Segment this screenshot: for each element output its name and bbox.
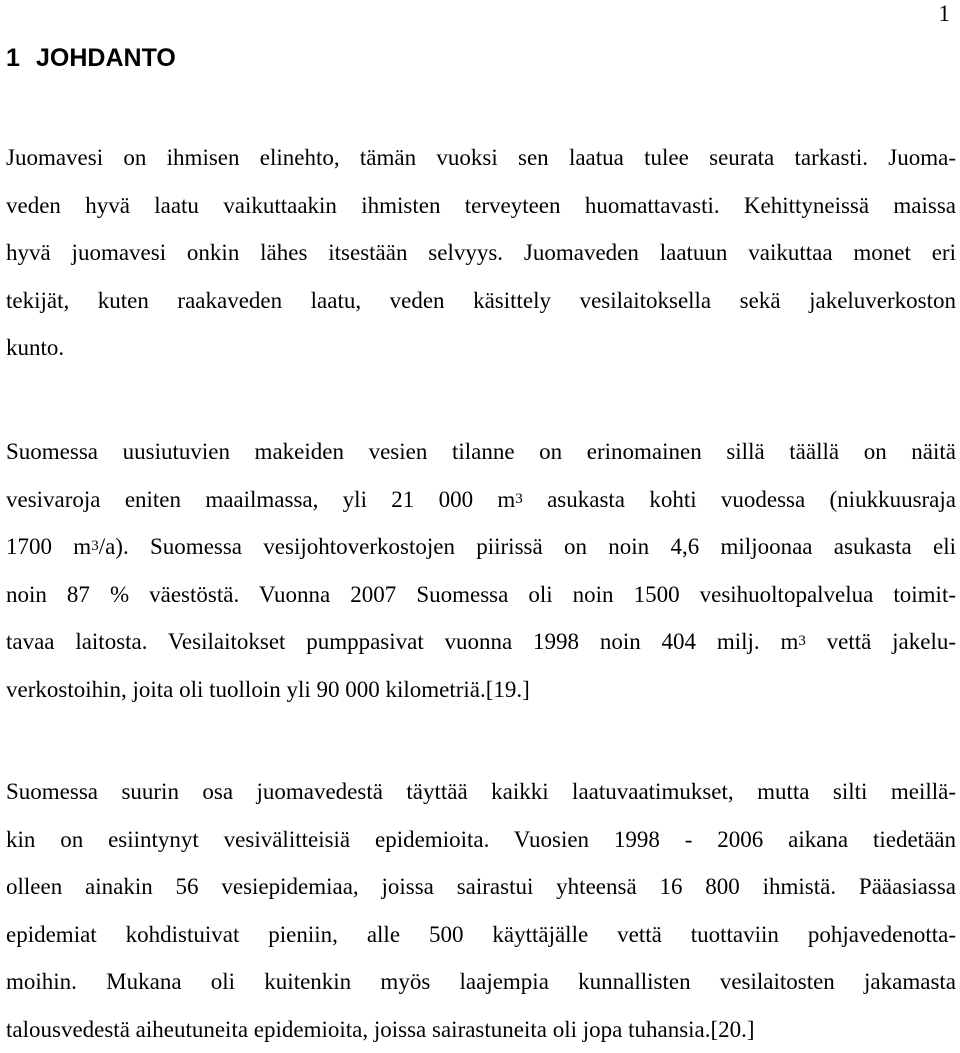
paragraph-line: tekijät, kuten raakaveden laatu, veden käsittely vesilaitoksella sekä jakeluverkoston — [6, 277, 956, 325]
paragraph-line — [6, 618, 956, 666]
superscript: 3 — [91, 538, 99, 554]
chapter-number: 1 — [6, 43, 36, 73]
paragraph-line: kin on esiintynyt vesivälitteisiä epidemioita. Vuosien 1998 - 2006 aikana tiedetään — [6, 816, 956, 864]
paragraph-line: veden hyvä laatu vaikuttaakin ihmisten terveyteen huomattavasti. Kehittyneissä maissa — [6, 182, 956, 230]
paragraph-line: Juomavesi on ihmisen elinehto, tämän vuoksi sen laatua tulee seurata tarkasti. Juoma- — [6, 134, 956, 182]
paragraph-intro — [6, 134, 956, 372]
paragraph-line — [6, 476, 956, 524]
paragraph-line: kunto. — [6, 324, 956, 372]
text-segment: 1700 m — [6, 534, 91, 559]
paragraph-line: moihin. Mukana oli kuitenkin myös laajempia kunnallisten vesilaitosten jakamasta — [6, 958, 956, 1006]
paragraph-line: verkostoihin, joita oli tuolloin yli 90 000 kilometriä.[19.] — [6, 666, 956, 714]
superscript: 3 — [798, 633, 806, 649]
text-segment: vesivaroja eniten maailmassa, yli 21 000 m — [6, 487, 515, 512]
paragraph-line: Suomessa uusiutuvien makeiden vesien tilanne on erinomainen sillä täällä on näitä — [6, 428, 956, 476]
page-number: 1 — [939, 2, 951, 25]
paragraph-line: epidemiat kohdistuivat pieniin, alle 500 käyttäjälle vettä tuottaviin pohjavedenotta- — [6, 911, 956, 959]
text-segment: asukasta kohti vuodessa (niukkuusraja — [523, 487, 956, 512]
paragraph-line: Suomessa suurin osa juomavedestä täyttää kaikki laatuvaatimukset, mutta silti meillä- — [6, 768, 956, 816]
paragraph-line: hyvä juomavesi onkin lähes itsestään selvyys. Juomaveden laatuun vaikuttaa monet eri — [6, 229, 956, 277]
superscript: 3 — [515, 491, 523, 507]
paragraph-water-resources — [6, 428, 956, 713]
paragraph-line: olleen ainakin 56 vesiepidemiaa, joissa sairastui yhteensä 16 800 ihmistä. Pääasiassa — [6, 863, 956, 911]
chapter-title: JOHDANTO — [36, 44, 176, 72]
chapter-heading — [6, 43, 176, 73]
paragraph-line: talousvedestä aiheutuneita epidemioita, joissa sairastuneita oli jopa tuhansia.[20.] — [6, 1006, 956, 1053]
text-segment: /a). Suomessa vesijohtoverkostojen piirissä on noin 4,6 miljoonaa asukasta eli — [99, 534, 956, 559]
text-segment: tavaa laitosta. Vesilaitokset pumppasivat vuonna 1998 noin 404 milj. m — [6, 629, 798, 654]
paragraph-line — [6, 523, 956, 571]
paragraph-epidemics — [6, 768, 956, 1053]
text-segment: vettä jakelu- — [806, 629, 956, 654]
paragraph-line: noin 87 % väestöstä. Vuonna 2007 Suomessa oli noin 1500 vesihuoltopalvelua toimit- — [6, 571, 956, 619]
